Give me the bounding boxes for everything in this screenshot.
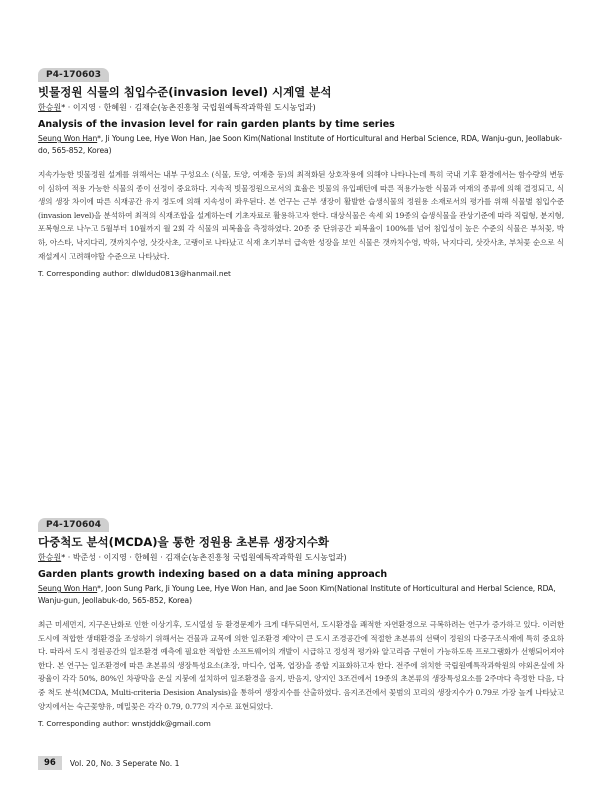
abstract-body: 지속가능한 빗물정원 설계를 위해서는 내부 구성요소 (식물, 토양, 여재층 등)의 최적화된 상호작용에 의해야 나타나는데 특히 국내 기후 환경에서는 함수량의 변동이 심하여 적용 가능한 식물의 종이 선정이 중요하다. 지속적 빗물정원으로서의 효율은 빗물의 유입패턴에 따른 적용가능한 식물과 여재의 종류에 의해 결정되고, 식생의 생장 차이에 따른 식재공간 유지 정도에 의해 지속성이 좌우된다. 본 연구는 근부 생장이 활발한 습생식물의 정원용 소재로서의 평가를 위해 식물별 침입수준(invasion level)을 분석하여 최적의 식재조합을 설계하는데 기초자료로 활용하고자 한다. 대상식물은 속세 외 19종의 습생식물을 관상기준에 따라 직립형, 분지형, 포복형으로 나누고 5월부터 10월까지 월 2회 각 식물의 피복율을 측정하였다. 20종 중 단위공간 피복율이 100%를 넘어 침입성이 높은 수준의 식물은 부처꽃, 박하, 아스타, 낙지다리, 갯까치수영, 삿갓사초, 고랭이로 나타났고 식재 초기부터 급속한 성장을 보인 식물은 갯까치수영, 박하, 낙지다리, 삿갓사초, 부처꽃 순으로 식재설계시 고려해야할 수준으로 나타났다. bbox=[38, 170, 564, 261]
abstract-title-korean: 빗물정원 식물의 침입수준(invasion level) 시계열 분석 bbox=[38, 85, 332, 99]
abstract-title-english: Garden plants growth indexing based on a data mining approach bbox=[38, 569, 388, 580]
authors-korean bbox=[38, 552, 564, 563]
coauthors-korean: * · 박준성 · 이지영 · 한혜원 · 김재순(농촌진흥청 국립원예특작과학원 도시농업과) bbox=[61, 553, 347, 562]
coauthors-english: *, Ji Young Lee, Hye Won Han, Jae Soon Kim(National Institute of Horticultural and Herbal Science, RDA, Wanju-gun, Jeollabuk-do, 565-852, Korea) bbox=[38, 134, 563, 155]
authors-english bbox=[38, 133, 564, 156]
abstract-code: P4-170604 bbox=[38, 518, 109, 532]
abstract-title-korean: 다중척도 분석(MCDA)을 통한 정원용 초본류 생장지수화 bbox=[38, 535, 330, 549]
abstract-code: P4-170603 bbox=[38, 68, 109, 82]
authors-korean bbox=[38, 102, 564, 113]
journal-info: Vol. 20, No. 3 Seperate No. 1 bbox=[69, 758, 180, 768]
page-number: 96 bbox=[38, 756, 62, 770]
lead-author-english: Seung Won Han bbox=[38, 584, 98, 593]
authors-english bbox=[38, 583, 564, 606]
page-footer bbox=[38, 755, 338, 771]
abstract-title-english: Analysis of the invasion level for rain garden plants by time series bbox=[38, 119, 395, 130]
lead-author-english: Seung Won Han bbox=[38, 134, 98, 143]
lead-author-korean: 한승원 bbox=[38, 553, 62, 562]
lead-author-korean: 한승원 bbox=[38, 103, 62, 112]
abstract-2 bbox=[38, 512, 564, 729]
coauthors-korean: * · 이지영 · 한혜원 · 김재순(농촌진흥청 국립원예특작과학원 도시농업과) bbox=[61, 103, 316, 112]
corresponding-author: T. Corresponding author: dlwldud0813@hanmail.net bbox=[38, 269, 231, 279]
abstract-body: 최근 미세먼지, 지구온난화로 인한 이상기후, 도시열섬 등 환경문제가 크게 대두되면서, 도시환경을 쾌적한 자연환경으로 극복하려는 연구가 증가하고 있다. 이러한 도시에 적합한 생태환경을 조성하기 위해서는 건물과 교목에 의한 일조환경 제약이 큰 도시 조경공간에 적절한 초본류의 선택이 정원의 다중구조식재에 특히 중요하다. 따라서 도시 정원공간의 일조환경 예측에 필요한 적합한 소프트웨어의 개발이 시급하고 정성적 평가와 알고리즘 구현이 가능하도록 프로그램화가 선행되어져야 한다. 본 연구는 일조환경에 따른 초본류의 생장특성요소(초장, 마디수, 엽폭, 엽장)을 종합 지표화하고자 한다. 전주에 위치한 국립원예특작과학원의 야외온실에 차광율이 각각 50%, 80%인 차광막을 온실 지붕에 설치하여 일조환경을 음지, 반음지, 양지인 3조건에서 19종의 초본류의 생장특성요소를 2주마다 측정한 다음, 다중 척도 분석(MCDA, Multi-criteria Desision Analysis)을 통하여 생장지수를 산출하였다. 음지조건에서 꽃범의 꼬리의 생장지수가 0.79로 가장 높게 나타났고 양지에서는 숙근꽃향유, 메밀꽃은 각각 0.79, 0.77의 지수로 표현되었다. bbox=[38, 620, 564, 711]
coauthors-english: *, Joon Sung Park, Ji Young Lee, Hye Won Han, and Jae Soon Kim(National Institute of Horticultural and Herbal Science, RDA, Wanju-gun, Jeollabuk-do, 565-852, Korea) bbox=[38, 584, 556, 605]
abstract-1 bbox=[38, 62, 564, 279]
corresponding-author: T. Corresponding author: wnstjddk@gmail.com bbox=[38, 719, 211, 729]
